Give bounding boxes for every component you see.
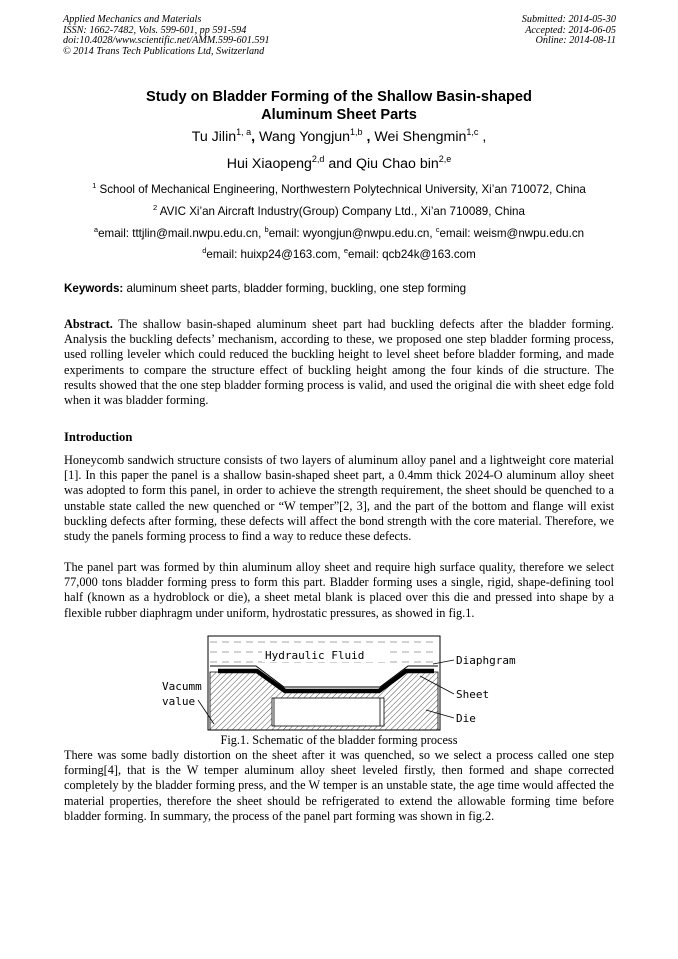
aff-sup: 1 (92, 181, 97, 190)
accepted-date: Accepted: 2014-06-05 (525, 24, 616, 36)
aff-text: School of Mechanical Engineering, Northwestern Polytechnical University, Xi’an 710072, China (96, 183, 586, 196)
online-date: Online: 2014-08-11 (535, 35, 616, 47)
email-text: email: weism@nwpu.edu.cn (439, 227, 585, 240)
intro-paragraph-3: There was some badly distortion on the sheet after it was quenched, so we select a process called one step forming[4], that is the W temper aluminum alloy sheet leveled firstly, then formed and shape corrected completely by the bladder forming press, and the W temper is an unstable state, the age time would affected the material properties, therefore the sheet should be refrigerated to extend the allowable forming time before bladder forming. In summary, the process of the panel part forming was shown in fig.2. (64, 748, 614, 823)
author-name: Wei Shengmin (370, 129, 467, 145)
email-text: email: qcb24k@163.com (348, 248, 476, 261)
author-name: Tu Jilin (191, 129, 237, 145)
email-text: email: wyongjun@nwpu.edu.cn, (268, 227, 436, 240)
diaphragm-leader (433, 660, 454, 664)
author-sup: 1,c (466, 127, 479, 137)
email-sup: a (93, 225, 99, 234)
emails-line-2 (0, 246, 678, 261)
intro-paragraph-1: Honeycomb sandwich structure consists of two layers of aluminum alloy panel and a lightweight core material [1]. In this paper the panel is a shallow basin-shaped sheet part, a 0.4mm thick 2024-O aluminum alloy sheet was adopted to form this panel, in order to achieve the strength requirement, the sheet should be quenched to a unstable state called the new quenched or “W temper”[2, 3], and the part of the bottom and flange will exist buckling defects after forming, these defects will affect the bond strength with the core material. Therefore, we study the panels forming process to find a way to reduce these defects. (64, 453, 614, 544)
author-name: Wang Yongjun (255, 129, 351, 145)
keywords-label: Keywords: (64, 282, 124, 295)
submission-dates (522, 15, 616, 47)
vacuum-label: value (162, 695, 196, 708)
intro-paragraph-2: The panel part was formed by thin aluminum alloy sheet and require high surface quality, therefore we select 77,000 tons bladder forming press to form this part. Bladder forming uses a single, rigid, shape-defining tool half (known as a hydroblock or die), a sheet metal blank is placed over this die and pressed into shape by a flexible rubber diaphragm under uniform, hydrostatic pressures, as showed in fig.1. (64, 560, 614, 620)
die-cavity (272, 698, 384, 726)
abstract-label: Abstract. (64, 317, 113, 331)
email-sup: b (264, 225, 269, 234)
author-sep: , (478, 129, 487, 145)
section-heading: Introduction (64, 430, 133, 444)
author-sup: 1, a (236, 127, 252, 137)
author-sup: 1,b (350, 127, 363, 137)
author-sep: , (362, 129, 371, 145)
emails-line-1 (0, 225, 678, 240)
keywords-text: aluminum sheet parts, bladder forming, buckling, one step forming (123, 282, 467, 295)
email-sup: c (435, 225, 440, 234)
journal-doi: doi:10.4028/www.scientific.net/AMM.599-601.591 (63, 35, 270, 47)
authors-line-2 (0, 154, 678, 172)
bladder-forming-schematic (158, 634, 524, 734)
abstract-text: The shallow basin-shaped aluminum sheet part had buckling defects after the bladder forming. Analysis the buckling defects’ mechanism, according to these, we proposed one step bladder forming process, used rolling leveler which could reduced the buckling height to level sheet before bladder forming, and made experiments to compare the structure effect of buckling height among the four kinds of die structure. The results showed that the one step bladder forming process is valid, and used the original die with sheet edge fold when it was bladder forming. (64, 317, 614, 408)
journal-info (63, 15, 270, 57)
title-line-1: Study on Bladder Forming of the Shallow Basin-shaped (146, 89, 532, 105)
journal-copyright: © 2014 Trans Tech Publications Ltd, Switzerland (63, 45, 265, 57)
fluid-label: Hydraulic Fluid (265, 649, 365, 662)
submitted-date: Submitted: 2014-05-30 (521, 14, 616, 25)
die-label: Die (456, 712, 476, 725)
email-text: email: huixp24@163.com, (206, 248, 344, 261)
affiliation-1 (0, 181, 678, 196)
author-sep: and (324, 156, 356, 172)
email-sup: d (202, 246, 207, 255)
author-sup: 2,e (438, 154, 452, 164)
email-text: email: tttjlin@mail.nwpu.edu.cn, (98, 227, 265, 240)
affiliation-2 (0, 203, 678, 218)
author-sup: 2,d (311, 154, 325, 164)
authors-line-1 (0, 127, 678, 145)
abstract (64, 317, 614, 408)
author-name: Hui Xiaopeng (226, 156, 312, 172)
paper-title (0, 89, 678, 124)
aff-sup: 2 (153, 203, 158, 212)
keywords (64, 282, 466, 295)
journal-issn: ISSN: 1662-7482, Vols. 599-601, pp 591-594 (63, 24, 247, 36)
sheet-label: Sheet (456, 688, 490, 701)
diaphragm-label: Diaphgram (456, 654, 516, 667)
figure-caption: Fig.1. Schematic of the bladder forming process (220, 733, 458, 747)
author-sep: , (251, 129, 256, 145)
title-line-2: Aluminum Sheet Parts (261, 106, 417, 123)
vacuum-label: Vacumm (162, 680, 202, 693)
journal-name: Applied Mechanics and Materials (63, 14, 202, 25)
author-name: Qiu Chao bin (355, 156, 439, 172)
email-sup: e (343, 246, 348, 255)
aff-text: AVIC Xi’an Aircraft Industry(Group) Company Ltd., Xi’an 710089, China (157, 205, 525, 218)
